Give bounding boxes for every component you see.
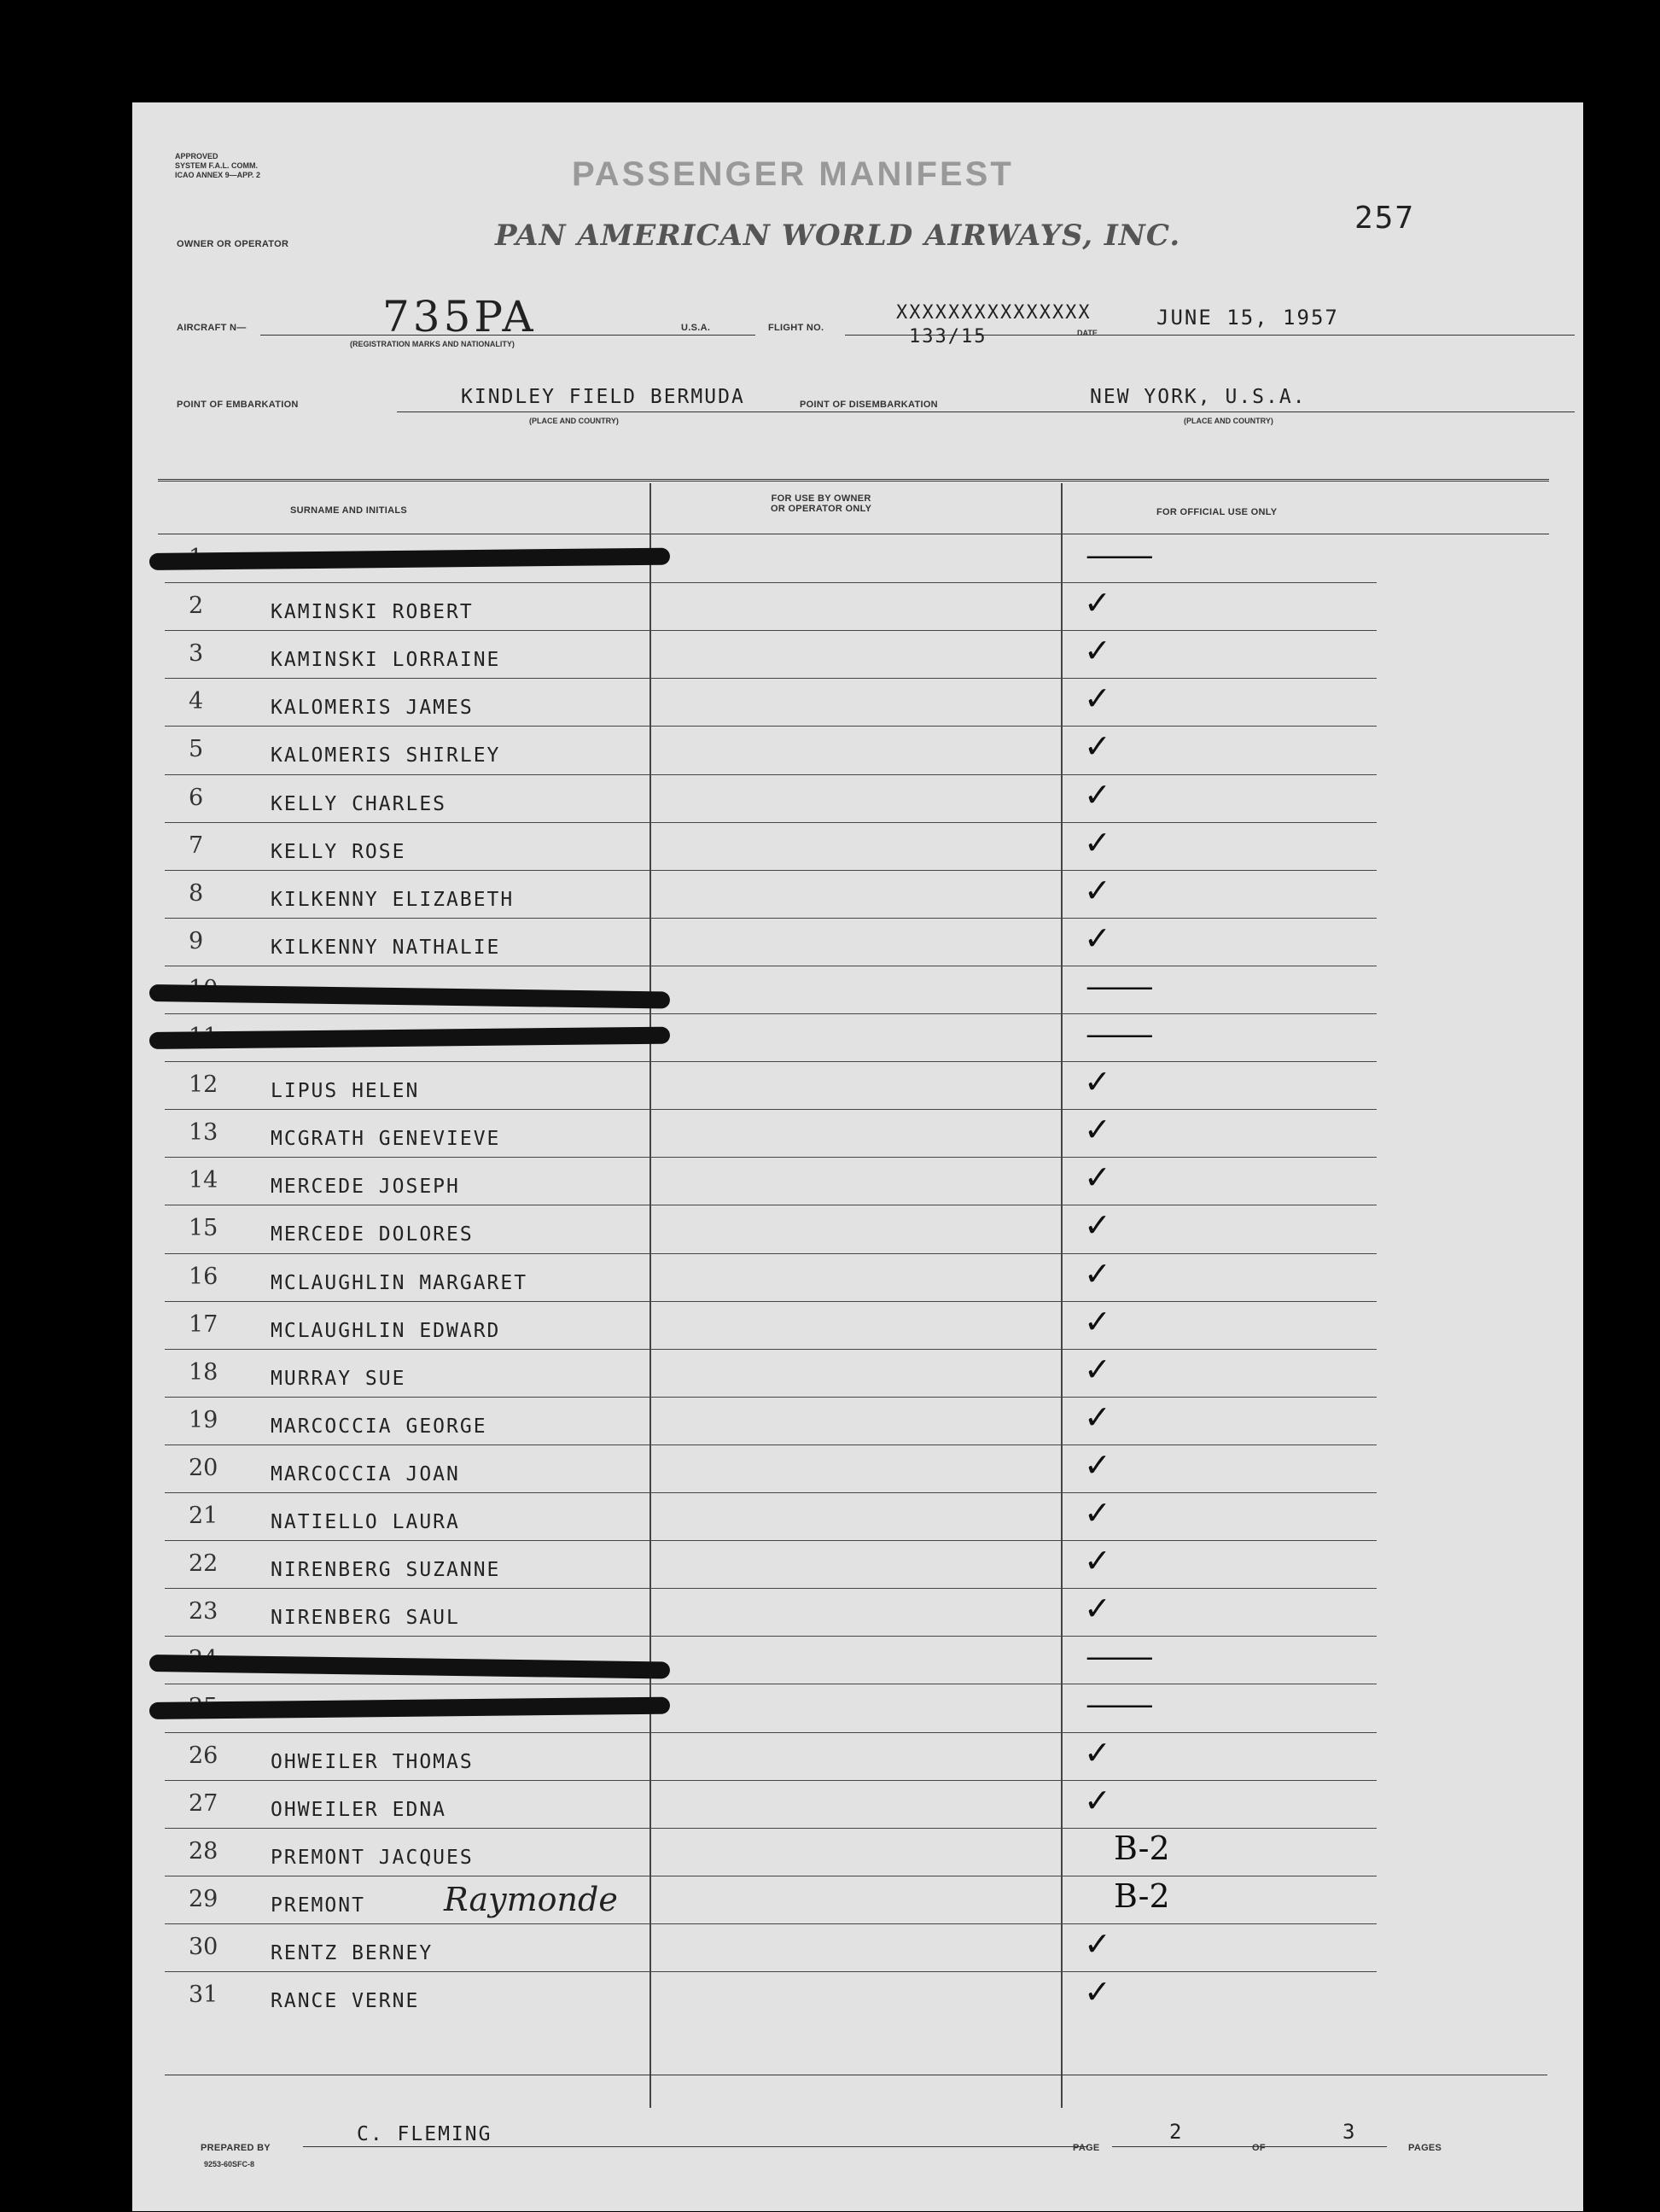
document-title: PASSENGER MANIFEST [572,155,1014,193]
row-number: 30 [189,1933,218,1960]
passenger-name: MCLAUGHLIN MARGARET [271,1271,528,1294]
passenger-name: LIPUS HELEN [271,1080,420,1103]
row-divider [165,630,1377,631]
row-divider [165,1971,1377,1972]
passenger-name: MURRAY SUE [271,1367,406,1390]
official-check-mark: ✓ [1084,1542,1111,1580]
passenger-name: RANCE VERNE [271,1990,420,2012]
redaction-mark [149,1027,670,1049]
row-divider [165,1923,1377,1924]
pages-label: PAGES [1408,2143,1442,2153]
row-number: 18 [189,1358,218,1386]
embark-value: KINDLEY FIELD BERMUDA [461,386,745,408]
official-check-mark: ✓ [1084,584,1111,622]
official-visa-note: B-2 [1114,1829,1170,1867]
official-check-mark: ✓ [1084,1733,1111,1771]
place-note: (PLACE AND COUNTRY) [1184,417,1273,425]
aircraft-underline [260,335,755,336]
passenger-name: MERCEDE DOLORES [271,1223,474,1246]
disembark-value: NEW YORK, U.S.A. [1090,386,1307,408]
row-number: 23 [189,1598,218,1625]
passenger-name: MARCOCCIA GEORGE [271,1415,487,1438]
row-divider [165,1636,1377,1637]
form-code: 9253-60SFC-8 [204,2160,255,2168]
row-divider [165,1109,1377,1110]
approval-line: ICAO ANNEX 9—APP. 2 [175,171,261,179]
official-check-mark: ✓ [1084,632,1111,670]
redaction-mark [149,1655,670,1679]
usa-label: U.S.A. [681,323,711,333]
passenger-name: KALOMERIS JAMES [271,697,474,720]
row-number: 14 [189,1167,218,1194]
passenger-name: KILKENNY NATHALIE [271,936,501,959]
official-check-mark: ✓ [1084,1111,1111,1149]
row-divider [165,1061,1377,1062]
row-number: 3 [189,640,204,668]
owner-use-line: OR OPERATOR ONLY [771,504,872,514]
aircraft-label: AIRCRAFT N— [177,323,247,333]
row-number: 29 [189,1885,218,1912]
passenger-name: MARCOCCIA JOAN [271,1462,460,1485]
official-check-mark: ✓ [1084,1159,1111,1197]
official-check-mark: ✓ [1084,1398,1111,1436]
passenger-name: MCLAUGHLIN EDWARD [271,1319,501,1342]
official-check-mark: ✓ [1084,1973,1111,2011]
redaction-mark [149,1697,670,1719]
row-divider [165,1732,1377,1733]
owner-use-column-header [771,493,871,514]
official-check-mark: — [1084,1637,1156,1676]
row-divider [165,678,1377,679]
redaction-mark [149,548,670,570]
row-divider [165,1492,1377,1493]
official-check-mark: ✓ [1084,1781,1111,1819]
row-divider [165,822,1377,823]
passenger-name: PREMONT JACQUES [271,1846,474,1869]
manifest-sheet [132,102,1583,2211]
embark-label: POINT OF EMBARKATION [177,400,299,410]
row-divider [165,1780,1377,1781]
handwritten-given-name: Raymonde [444,1880,618,1918]
official-check-mark: ✓ [1084,919,1111,957]
row-divider [165,1013,1377,1014]
prepared-value: C. FLEMING [357,2123,492,2145]
official-use-column-header: FOR OFFICIAL USE ONLY [1156,507,1278,517]
row-divider [165,774,1377,775]
official-check-mark: ✓ [1084,1350,1111,1388]
row-number: 26 [189,1742,218,1769]
row-number: 6 [189,784,204,811]
passenger-name: NATIELLO LAURA [271,1511,460,1533]
passenger-name: RENTZ BERNEY [271,1941,434,1964]
page-value: 2 [1169,2120,1184,2144]
row-number: 16 [189,1263,218,1290]
row-number: 31 [189,1981,218,2008]
official-check-mark: ✓ [1084,1254,1111,1293]
row-number: 22 [189,1550,218,1578]
official-check-mark: ✓ [1084,775,1111,814]
official-check-mark: ✓ [1084,1063,1111,1101]
passenger-name: PREMONT [271,1894,365,1917]
official-check-mark: — [1084,536,1156,574]
passenger-name: KAMINSKI ROBERT [271,601,474,624]
flight-value: 133/15 [909,326,987,347]
official-check-mark: ✓ [1084,1206,1111,1245]
row-divider [165,918,1377,919]
prepared-label: PREPARED BY [201,2143,271,2153]
official-check-mark: ✓ [1084,1590,1111,1628]
official-visa-note: B-2 [1114,1876,1170,1915]
row-divider [165,1828,1377,1829]
passenger-name: OHWEILER EDNA [271,1798,447,1821]
column-divider [649,483,651,2108]
row-number: 7 [189,832,204,859]
column-divider [1061,483,1063,2108]
of-label: OF [1252,2143,1266,2153]
row-number: 19 [189,1406,218,1433]
page-number-stamp: 257 [1354,201,1416,236]
row-number: 4 [189,688,204,715]
flight-label: FLIGHT NO. [768,323,824,333]
row-divider [165,1349,1377,1350]
row-number: 2 [189,592,204,620]
row-number: 21 [189,1503,218,1529]
row-number: 15 [189,1215,218,1242]
row-divider [165,1157,1377,1158]
row-number: 20 [189,1454,218,1481]
passenger-name: NIRENBERG SAUL [271,1607,460,1630]
row-number: 28 [189,1837,218,1865]
row-number: 8 [189,879,204,907]
official-check-mark: ✓ [1084,871,1111,909]
place-note: (PLACE AND COUNTRY) [529,417,619,425]
official-check-mark: ✓ [1084,823,1111,861]
row-divider [165,1540,1377,1541]
row-divider [165,1301,1377,1302]
official-check-mark: ✓ [1084,1445,1111,1484]
page-label: PAGE [1073,2143,1100,2153]
passenger-name: KAMINSKI LORRAINE [271,649,501,672]
owner-use-line: FOR USE BY OWNER [771,493,871,504]
owner-label: OWNER OR OPERATOR [177,239,289,249]
passenger-name: KELLY ROSE [271,840,406,863]
surname-column-header: SURNAME AND INITIALS [290,505,407,516]
row-divider [165,1253,1377,1254]
flight-struck-text: XXXXXXXXXXXXXXX [896,302,1092,324]
official-check-mark: ✓ [1084,1924,1111,1963]
passenger-name: MCGRATH GENEVIEVE [271,1128,501,1151]
flight-date-underline [845,335,1575,336]
date-value: JUNE 15, 1957 [1156,306,1339,330]
passenger-name: OHWEILER THOMAS [271,1750,474,1773]
row-divider [165,1588,1377,1589]
owner-value: PAN AMERICAN WORLD AIRWAYS, INC. [495,219,1181,253]
official-check-mark: — [1084,1015,1156,1053]
row-number: 9 [189,927,204,954]
embark-underline [397,411,1575,412]
row-number: 5 [189,736,204,763]
row-number: 13 [189,1119,218,1147]
table-top-border [158,479,1549,482]
official-check-mark: ✓ [1084,727,1111,766]
row-divider [165,1397,1377,1398]
passenger-name: KILKENNY ELIZABETH [271,888,515,911]
passenger-name: KALOMERIS SHIRLEY [271,744,501,767]
row-divider [165,582,1377,583]
row-number: 27 [189,1789,218,1817]
official-check-mark: — [1084,966,1156,1005]
approval-line: APPROVED [175,152,218,161]
row-divider [165,870,1377,871]
approval-line: SYSTEM F.A.L. COMM. [175,161,259,170]
aircraft-value: 735PA [382,292,537,341]
date-label: DATE [1077,329,1098,337]
official-check-mark: ✓ [1084,1302,1111,1340]
official-check-mark: ✓ [1084,680,1111,718]
disembark-label: POINT OF DISEMBARKATION [800,400,938,410]
official-check-mark: — [1084,1685,1156,1724]
approval-block [175,152,260,180]
of-value: 3 [1343,2120,1357,2144]
registration-note: (REGISTRATION MARKS AND NATIONALITY) [350,340,515,348]
passenger-name: KELLY CHARLES [271,792,447,815]
row-number: 12 [189,1071,218,1099]
passenger-name: MERCEDE JOSEPH [271,1176,460,1199]
official-check-mark: ✓ [1084,1494,1111,1532]
row-divider [165,726,1377,727]
of-underline [1280,2146,1387,2147]
prepared-underline [303,2146,1088,2147]
redaction-mark [149,984,670,1009]
passenger-name: NIRENBERG SUZANNE [271,1559,501,1582]
row-number: 17 [189,1310,218,1338]
